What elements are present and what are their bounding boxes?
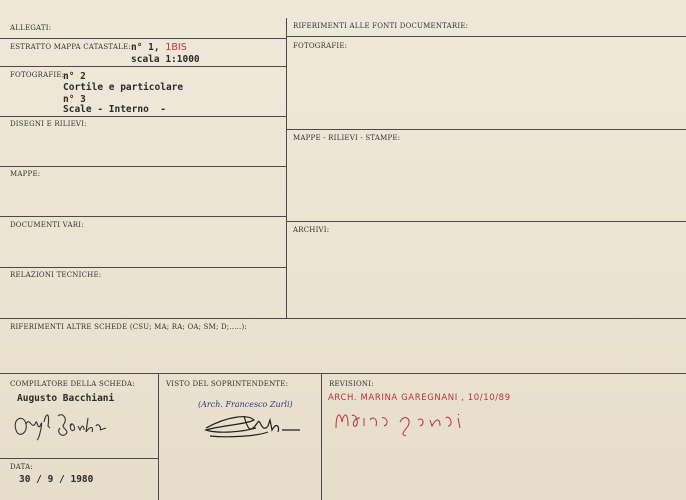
revisioni-entry: ARCH. MARINA GAREGNANI , 10/10/89	[328, 393, 511, 403]
fotografie-line-3: n° 3	[63, 94, 86, 105]
archivi-label: ARCHIVI:	[293, 226, 330, 234]
estratto-number-handwritten: 1BIS	[165, 42, 187, 53]
top-rule-right	[287, 36, 686, 37]
revisioni-signature	[330, 404, 490, 434]
visto-label: VISTO DEL SOPRINTENDENTE:	[166, 380, 289, 388]
divider-visto	[321, 374, 322, 500]
relazioni-label: RELAZIONI TECNICHE:	[10, 271, 102, 279]
visto-stamp: (Arch. Francesco Zurli)	[198, 400, 293, 409]
rule-documenti	[0, 267, 286, 268]
rule-fotografie	[0, 116, 286, 117]
fotografie-line-4: Scale - Interno -	[63, 104, 166, 115]
top-rule	[0, 38, 286, 39]
center-divider	[286, 18, 287, 318]
disegni-label: DISEGNI E RILIEVI:	[10, 120, 87, 128]
data-label: DATA:	[10, 463, 33, 471]
estratto-scale: scala 1:1000	[131, 54, 200, 65]
divider-compilatore	[158, 374, 159, 500]
mappe-rilievi-label: MAPPE - RILIEVI - STAMPE:	[293, 134, 401, 142]
data-value: 30 / 9 / 1980	[19, 474, 94, 485]
mappe-label: MAPPE:	[10, 170, 41, 178]
compilatore-name: Augusto Bacchiani	[17, 393, 115, 404]
fotografie-label: FOTOGRAFIE:	[10, 71, 65, 79]
compilatore-signature	[10, 408, 130, 442]
soprintendente-signature	[198, 410, 308, 440]
rule-right-foto	[287, 129, 686, 130]
rule-disegni	[0, 166, 286, 167]
rule-data	[0, 458, 158, 459]
estratto-number: n° 1, 1BIS	[131, 42, 187, 53]
riferimenti-altre-label: RIFERIMENTI ALTRE SCHEDE (CSU; MA; RA; OA; SM; D;.....):	[10, 323, 247, 331]
revisioni-label: REVISIONI:	[329, 380, 374, 388]
estratto-label: ESTRATTO MAPPA CATASTALE:	[10, 43, 131, 51]
rule-mappe	[0, 216, 286, 217]
fotografie-line-1: n° 2	[63, 71, 86, 82]
compilatore-label: COMPILATORE DELLA SCHEDA:	[10, 380, 135, 388]
rule-riferimenti	[0, 318, 686, 319]
fotografie-line-2: Cortile e particolare	[63, 82, 184, 93]
documenti-label: DOCUMENTI VARI:	[10, 221, 84, 229]
rule-right-mappe	[287, 221, 686, 222]
rule-bottom-section	[0, 373, 686, 374]
right-fotografie-label: FOTOGRAFIE:	[293, 42, 348, 50]
allegati-label: ALLEGATI:	[10, 24, 52, 32]
rule-estratto	[0, 66, 286, 67]
riferimenti-fonti-label: RIFERIMENTI ALLE FONTI DOCUMENTARIE:	[293, 22, 469, 30]
